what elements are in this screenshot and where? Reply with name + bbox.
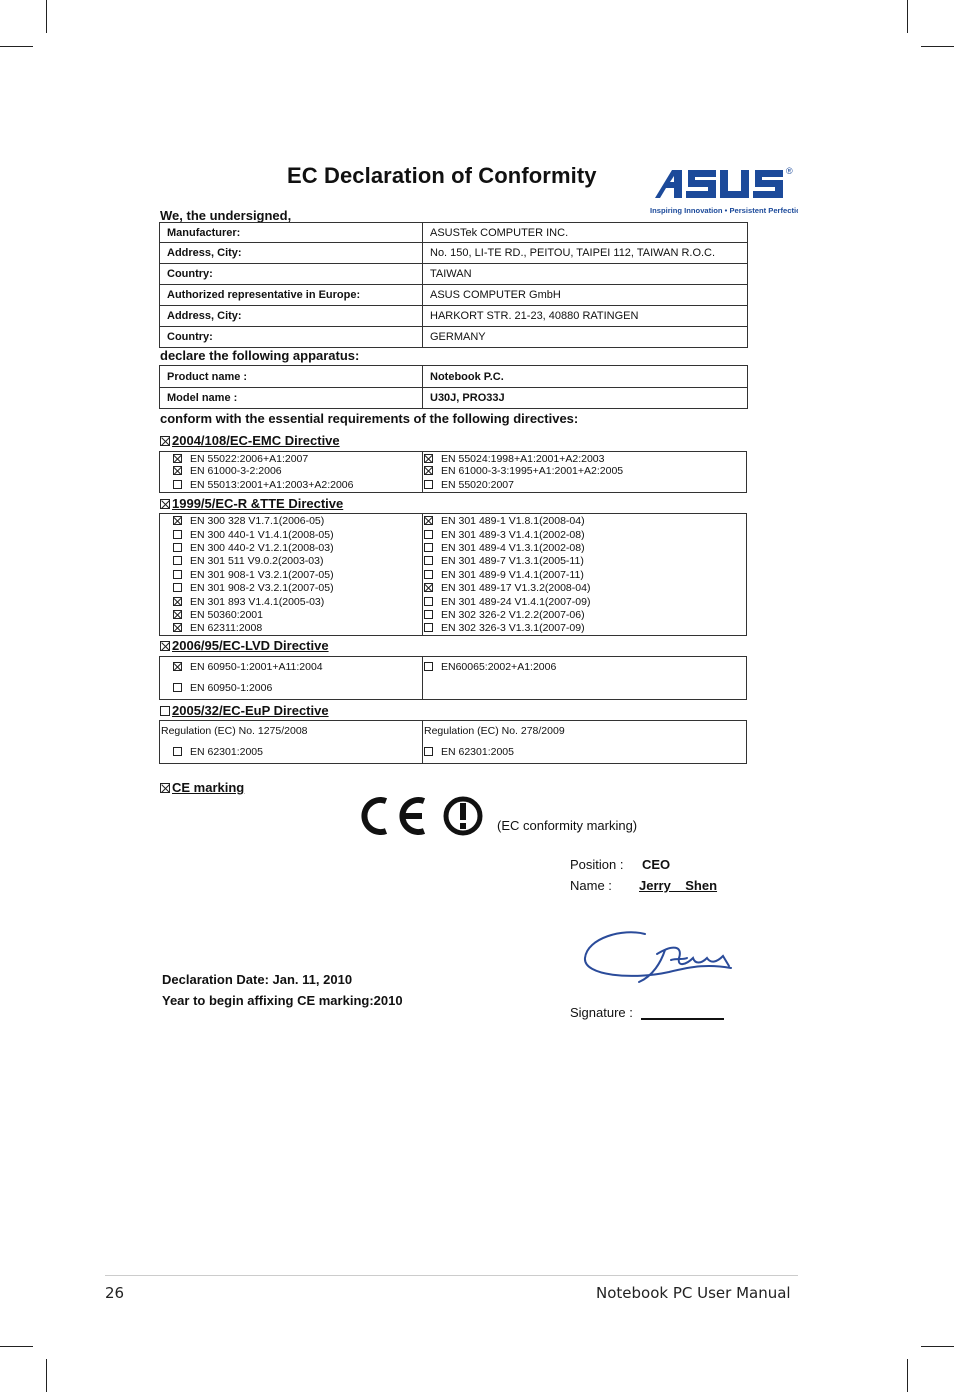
standard-item: EN 300 328 V1.7.1(2006-05) <box>173 515 324 527</box>
column-divider <box>422 514 423 635</box>
table-value: ASUS COMPUTER GmbH <box>423 285 748 306</box>
standard-item: EN 302 326-2 V1.2.2(2007-06) <box>424 609 585 621</box>
standard-item: EN 301 489-9 V1.4.1(2007-11) <box>424 569 584 581</box>
declaration-date: Declaration Date: Jan. 11, 2010 <box>162 972 353 987</box>
table-key: Address, City: <box>160 243 423 264</box>
year-affixing: Year to begin affixing CE marking:2010 <box>162 993 403 1008</box>
table-value: U30J, PRO33J <box>423 388 748 409</box>
manufacturer-table <box>159 222 748 348</box>
manual-title: Notebook PC User Manual <box>596 1284 791 1302</box>
checkbox-checked <box>173 610 182 619</box>
table-key: Country: <box>160 264 423 285</box>
standard-item: EN 301 489-3 V1.4.1(2002-08) <box>424 529 585 541</box>
standard-item: EN 50360:2001 <box>173 609 263 621</box>
crop-mark <box>46 0 47 33</box>
table-value: ASUSTek COMPUTER INC. <box>423 223 748 243</box>
checkbox-checked <box>173 662 182 671</box>
table-key: Manufacturer: <box>160 223 423 243</box>
asus-logo <box>650 162 798 218</box>
regulation-label: Regulation (EC) No. 278/2009 <box>424 725 565 737</box>
standard-item: EN 301 489-1 V1.8.1(2008-04) <box>424 515 585 527</box>
ce-mark-icon <box>360 793 486 839</box>
table-key: Country: <box>160 327 423 348</box>
checkbox-unchecked <box>160 706 170 716</box>
checkbox-checked <box>160 641 170 651</box>
crop-mark <box>907 1359 908 1392</box>
crop-mark <box>921 46 954 47</box>
name-value: Jerry Shen <box>639 878 718 893</box>
rtte-directive-box <box>159 513 747 636</box>
name-label: Name : <box>570 878 612 893</box>
standard-item: EN 55022:2006+A1:2007 <box>173 453 308 465</box>
we-undersigned-label: We, the undersigned, <box>160 208 292 223</box>
column-divider <box>422 721 423 763</box>
table-value: No. 150, LI-TE RD., PEITOU, TAIPEI 112, TAIWAN R.O.C. <box>423 243 748 264</box>
table-row <box>160 327 748 348</box>
logo-tagline: Inspiring Innovation • Persistent Perfection <box>650 206 798 215</box>
checkbox-unchecked <box>173 543 182 552</box>
checkbox-unchecked <box>424 556 433 565</box>
checkbox-unchecked <box>424 662 433 671</box>
checkbox-checked <box>424 454 433 463</box>
standard-item: EN 301 908-1 V3.2.1(2007-05) <box>173 569 334 581</box>
signature-line <box>641 1018 724 1020</box>
checkbox-unchecked <box>424 747 433 756</box>
checkbox-checked <box>160 436 170 446</box>
crop-mark <box>0 1346 33 1347</box>
checkbox-unchecked <box>424 597 433 606</box>
table-key: Authorized representative in Europe: <box>160 285 423 306</box>
regulation-label: Regulation (EC) No. 1275/2008 <box>161 725 308 737</box>
checkbox-checked <box>173 623 182 632</box>
eup-directive-box <box>159 720 747 764</box>
table-value: GERMANY <box>423 327 748 348</box>
product-table <box>159 365 748 409</box>
crop-mark <box>921 1346 954 1347</box>
table-row <box>160 223 748 243</box>
standard-item: EN 301 511 V9.0.2(2003-03) <box>173 555 323 567</box>
crop-mark <box>46 1359 47 1392</box>
checkbox-checked <box>424 583 433 592</box>
checkbox-checked <box>173 516 182 525</box>
ce-note: (EC conformity marking) <box>497 818 638 833</box>
emc-directive-box <box>159 451 747 493</box>
standard-item: EN 62301:2005 <box>424 746 514 758</box>
table-value: TAIWAN <box>423 264 748 285</box>
checkbox-unchecked <box>173 583 182 592</box>
standard-item: EN 61000-3-3:1995+A1:2001+A2:2005 <box>424 465 623 477</box>
checkbox-unchecked <box>424 530 433 539</box>
footer-rule <box>105 1275 798 1276</box>
checkbox-unchecked <box>173 556 182 565</box>
table-row <box>160 264 748 285</box>
rtte-directive-heading: 1999/5/EC-R &TTE Directive <box>160 496 343 511</box>
standard-item: EN 301 489-7 V1.3.1(2005-11) <box>424 555 584 567</box>
standard-item: EN 55024:1998+A1:2001+A2:2003 <box>424 453 604 465</box>
table-value: Notebook P.C. <box>423 366 748 388</box>
table-row <box>160 388 748 409</box>
checkbox-unchecked <box>173 530 182 539</box>
declare-label: declare the following apparatus: <box>160 348 360 363</box>
checkbox-checked <box>173 454 182 463</box>
standard-item: EN 300 440-2 V1.2.1(2008-03) <box>173 542 334 554</box>
column-divider <box>422 452 423 492</box>
checkbox-checked <box>424 466 433 475</box>
checkbox-checked <box>173 466 182 475</box>
eup-directive-heading: 2005/32/EC-EuP Directive <box>160 703 329 718</box>
conform-label: conform with the essential requirements of the following directives: <box>160 411 579 426</box>
checkbox-unchecked <box>424 570 433 579</box>
page-title: EC Declaration of Conformity <box>287 163 597 188</box>
lvd-directive-box <box>159 656 747 700</box>
standard-item: EN 62301:2005 <box>173 746 263 758</box>
table-key: Product name : <box>160 366 423 388</box>
checkbox-unchecked <box>173 683 182 692</box>
checkbox-unchecked <box>424 623 433 632</box>
checkbox-unchecked <box>424 480 433 489</box>
table-value: HARKORT STR. 21-23, 40880 RATINGEN <box>423 306 748 327</box>
checkbox-checked <box>160 783 170 793</box>
standard-item: EN 302 326-3 V1.3.1(2007-09) <box>424 622 585 634</box>
standard-item: EN 62311:2008 <box>173 622 262 634</box>
signature-label: Signature : <box>570 1005 633 1020</box>
crop-mark <box>907 0 908 33</box>
checkbox-unchecked <box>173 480 182 489</box>
table-row <box>160 306 748 327</box>
table-row <box>160 366 748 388</box>
standard-item: EN 55013:2001+A1:2003+A2:2006 <box>173 479 353 491</box>
standard-item: EN 301 489-17 V1.3.2(2008-04) <box>424 582 590 594</box>
standard-item: EN 61000-3-2:2006 <box>173 465 282 477</box>
checkbox-unchecked <box>173 747 182 756</box>
table-row <box>160 285 748 306</box>
page-number: 26 <box>105 1284 125 1302</box>
emc-directive-heading: 2004/108/EC-EMC Directive <box>160 433 340 448</box>
table-key: Model name : <box>160 388 423 409</box>
standard-item: EN 301 489-4 V1.3.1(2002-08) <box>424 542 585 554</box>
ce-marking-heading: CE marking <box>160 780 244 795</box>
standard-item: EN 300 440-1 V1.4.1(2008-05) <box>173 529 334 541</box>
standard-item: EN 301 489-24 V1.4.1(2007-09) <box>424 596 590 608</box>
registered-mark: ® <box>786 166 793 176</box>
crop-mark <box>0 46 33 47</box>
position-value: CEO <box>642 857 671 872</box>
table-row <box>160 243 748 264</box>
standard-item: EN 301 893 V1.4.1(2005-03) <box>173 596 324 608</box>
checkbox-unchecked <box>424 610 433 619</box>
standard-item: EN 60950-1:2006 <box>173 682 272 694</box>
signature-image <box>583 924 743 990</box>
checkbox-unchecked <box>173 570 182 579</box>
standard-item: EN 60950-1:2001+A11:2004 <box>173 661 323 673</box>
standard-item: EN 55020:2007 <box>424 479 514 491</box>
standard-item: EN 301 908-2 V3.2.1(2007-05) <box>173 582 334 594</box>
standard-item: EN60065:2002+A1:2006 <box>424 661 556 673</box>
checkbox-checked <box>173 597 182 606</box>
position-label: Position : <box>570 857 624 872</box>
checkbox-checked <box>424 516 433 525</box>
table-key: Address, City: <box>160 306 423 327</box>
checkbox-unchecked <box>424 543 433 552</box>
lvd-directive-heading: 2006/95/EC-LVD Directive <box>160 638 329 653</box>
checkbox-checked <box>160 499 170 509</box>
column-divider <box>422 657 423 699</box>
